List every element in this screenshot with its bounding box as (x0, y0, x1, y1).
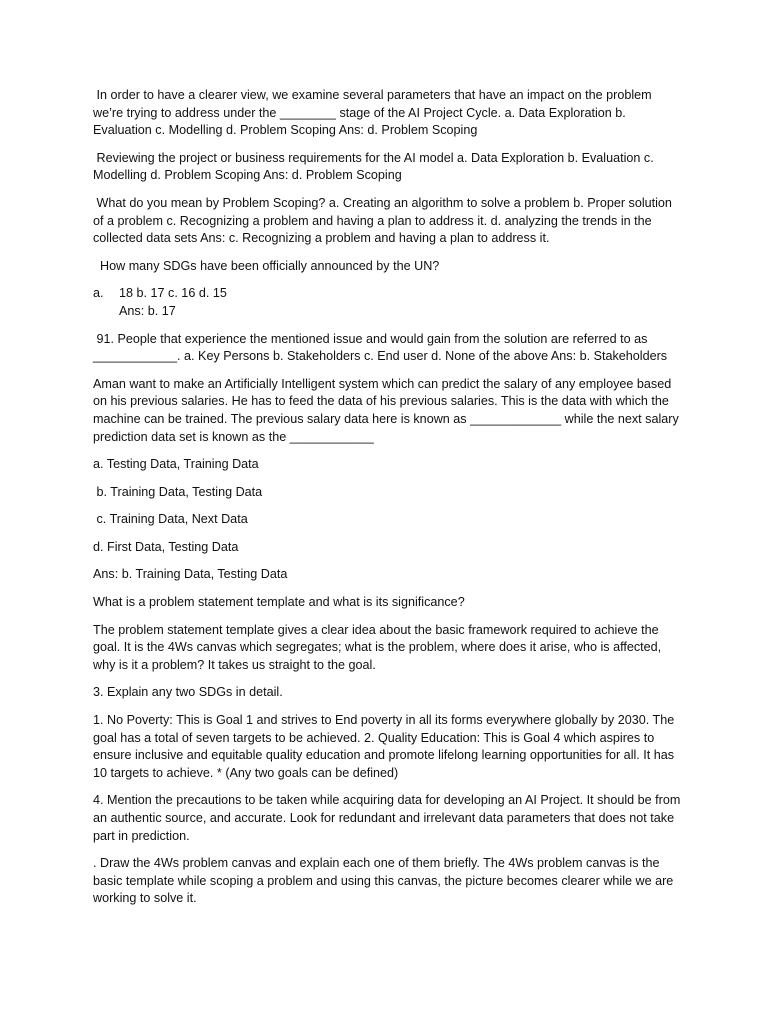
question-problem-statement-template: What is a problem statement template and what is its significance? (93, 595, 465, 610)
list-answer: Ans: b. 17 (119, 303, 176, 318)
list-item (93, 285, 683, 320)
question-stakeholders: 91. People that experience the mentioned issue and would gain from the solution are referred to as ____________. a. Key Persons b. Stakeholders c. End user d. None of the above Ans: b. Stakeholders (93, 331, 668, 364)
answer-explain-sdgs: 1. No Poverty: This is Goal 1 and strives to End poverty in all its forms everywhere globally by 2030. The goal has a total of seven targets to be achieved. 2. Quality Education: This is Goal 4 which aspires to ensure inclusive and equitable quality education and promote lifelong learning opportunities for all. It has 10 targets to achieve. * (Any two goals can be defined) (93, 713, 678, 780)
question-sdg-count: How many SDGs have been officially announced by the UN? (93, 258, 440, 273)
option-a: a. Testing Data, Training Data (93, 457, 259, 472)
question-salary-prediction: Aman want to make an Artificially Intelligent system which can predict the salary of any employee based on his previous salaries. He has to feed the data of his previous salaries. This is the data with which the machine can be trained. The previous salary data here is known as _____________ while the next salary prediction data set is known as the ____________ (93, 376, 683, 444)
question-data-precautions: 4. Mention the precautions to be taken while acquiring data for developing an AI Project. It should be from an authentic source, and accurate. Look for redundant and irrelevant data parameters that does not take part in prediction. (93, 793, 684, 843)
list-marker: a. (93, 286, 104, 301)
option-b: b. Training Data, Testing Data (93, 484, 263, 499)
answer-salary-prediction: Ans: b. Training Data, Testing Data (93, 567, 288, 582)
option-c: c. Training Data, Next Data (93, 512, 248, 527)
list-options: 18 b. 17 c. 16 d. 15 (119, 286, 227, 301)
question-reviewing-requirements: Reviewing the project or business requirements for the AI model a. Data Exploration b. Evaluation c. Modelling d. Problem Scoping Ans: d. Problem Scoping (93, 150, 658, 183)
document-page (93, 87, 683, 918)
answer-problem-statement-template: The problem statement template gives a clear idea about the basic framework required to achieve the goal. It is the 4Ws canvas which segregates; what is the problem, where does it arise, who is affected, why is it a problem? It takes us straight to the goal. (93, 622, 665, 672)
question-problem-scoping-meaning: What do you mean by Problem Scoping? a. Creating an algorithm to solve a problem b. Proper solution of a problem c. Recognizing a problem and having a plan to address it. d. analyzing the trends in the collected data sets Ans: c. Recognizing a problem and having a plan to address it. (93, 195, 676, 246)
question-ai-project-cycle-stage: In order to have a clearer view, we examine several parameters that have an impact on the problem we’re trying to address under the ________ stage of the AI Project Cycle. a. Data Exploration b. Evaluation c. Modelling d. Problem Scoping Ans: d. Problem Scoping (93, 88, 656, 138)
list-content (119, 285, 683, 320)
question-explain-sdgs: 3. Explain any two SDGs in detail. (93, 685, 283, 700)
option-d: d. First Data, Testing Data (93, 539, 239, 554)
question-4ws-canvas: . Draw the 4Ws problem canvas and explain each one of them briefly. The 4Ws problem canvas is the basic template while scoping a problem and using this canvas, the picture becomes clearer while we are working to solve it. (93, 856, 677, 906)
